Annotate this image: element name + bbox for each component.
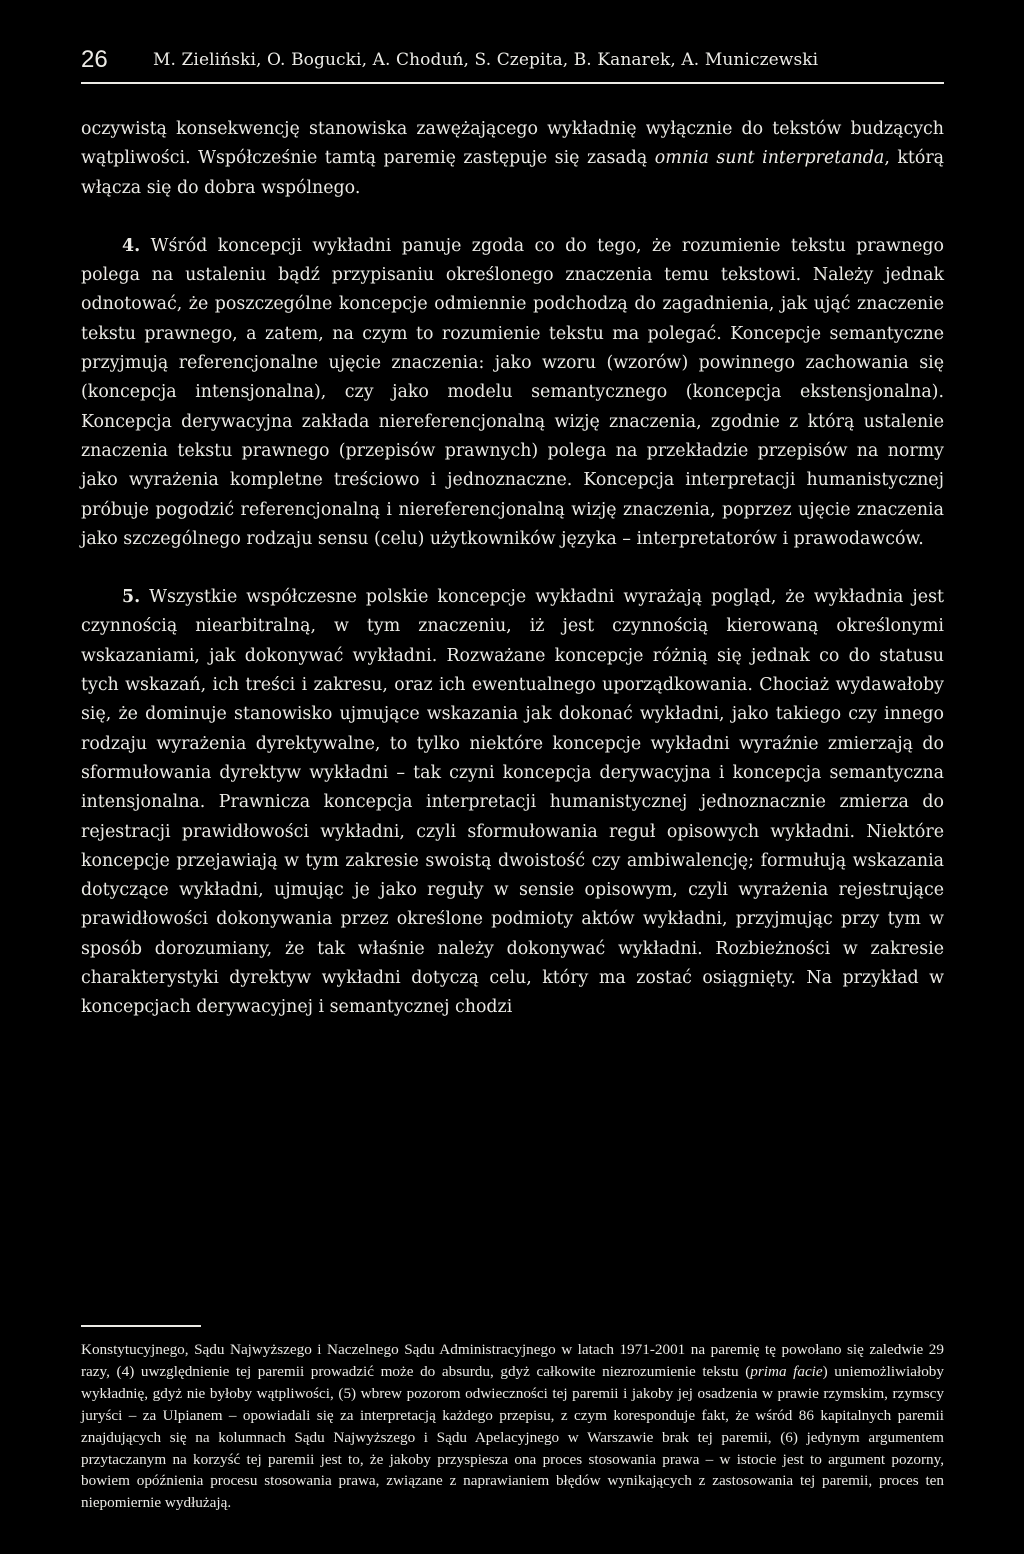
running-head: M. Zieliński, O. Bogucki, A. Choduń, S. Czepita, B. Kanarek, A. Municzewski	[153, 50, 819, 70]
footnote-text	[81, 1339, 944, 1514]
document-page	[81, 0, 944, 1554]
body-text	[81, 115, 944, 1023]
footnote-text-end: ) uniemożliwiałoby wykładnię, gdyż nie byłoby wątpliwości, (5) wbrew pozorom odwieczności tej paremii i jakoby jej osadzenia w prawie rzymskim, rzymscy juryści – za Ulpianem – opowiadali się za interpretacją każdego przepisu, z czym koresponduje fakt, że wśród 86 kapitalnych paremii znajdujących się na kolumnach Sądu Najwyższego i Sądu Apelacyjnego w Warszawie brak tej paremii, (6) jedynym argumentem przytaczanym na korzyść tej paremii jest to, że jakoby przyspiesza ona proces stosowania prawa – w istocie jest to argument pozorny, bowiem opóźnienia procesu stosowania prawa, związane z naprawianiem błędów wynikających z zastosowania tej paremii, proces ten niepomiernie wydłużają.	[81, 1362, 944, 1512]
paragraph-text: oczywistą konsekwencję stanowiska zawężającego wykładnię wyłącznie do tekstów budzących wątpliwości. Współcześnie tamtą paremię zastępuje się zasadą	[81, 119, 944, 169]
paragraph-5	[81, 583, 944, 1022]
paragraph-text: Wszystkie współczesne polskie koncepcje wykładni wyrażają pogląd, że wykładnia jest czynnością niearbitralną, w tym znaczeniu, iż jest czynnością kierowaną określonymi wskazaniami, jak dokonywać wykładni. Rozważane koncepcje różnią się jednak co do statusu tych wskazań, ich treści i zakresu, oraz ich ewentualnego uporządkowania. Chociaż wydawałoby się, że dominuje stanowisko ujmujące wskazania jak dokonać wykładni, jako takiego czy innego rodzaju wyrażenia dyrektywalne, to tylko niektóre koncepcje wykładni wyraźnie zmierzają do sformułowania dyrektyw wykładni – tak czyni koncepcja derywacyjna i koncepcja semantyczna intensjonalna. Prawnicza koncepcja interpretacji humanistycznej jednoznacznie zmierza do rejestracji prawidłowości wykładni, czyli sformułowania reguł opisowych wykładni. Niektóre koncepcje przejawiają w tym zakresie swoistą dwoistość czy ambiwalencję; formułują wskazania dotyczące wykładni, ujmując je jako reguły w sensie opisowym, czyli wyrażenia rejestrujące prawidłowości dokonywania przez określone podmioty aktów wykładni, przyjmując przy tym w sposób dorozumiany, że tak właśnie należy dokonywać wykładni. Rozbieżności w zakresie charakterystyki dyrektyw wykładni dotyczą celu, który ma zostać osiągnięty. Na przykład w koncepcjach derywacyjnej i semantycznej chodzi	[81, 587, 944, 1018]
paragraph-number: 5.	[122, 587, 141, 608]
footnote-divider	[81, 1325, 201, 1327]
footnote-text-start: Konstytucyjnego, Sądu Najwyższego i Naczelnego Sądu Administracyjnego w latach 1971-2001 na paremię tę powołano się zaledwie 29 razy, (4) uwzględnienie tej paremii prowadzić może do absurdu, gdyż całkowite niezrozumienie tekstu (	[81, 1341, 944, 1380]
paragraph-continuation	[81, 115, 944, 203]
page-number: 26	[81, 46, 108, 73]
latin-phrase: omnia sunt interpretanda	[654, 148, 885, 169]
paragraph-number: 4.	[122, 235, 141, 256]
paragraph-text: Wśród koncepcji wykładni panuje zgoda co do tego, że rozumienie tekstu prawnego polega na ustaleniu bądź przypisaniu określonego znaczenia temu tekstowi. Należy jednak odnotować, że poszczególne koncepcje odmiennie podchodzą do zagadnienia, jak ująć znaczenie tekstu prawnego, a zatem, na czym to rozumienie tekstu ma polegać. Koncepcje semantyczne przyjmują referencjonalne ujęcie znaczenia: jako wzoru (wzorów) powinnego zachowania się (koncepcja intensjonalna), czy jako modelu semantycznego (koncepcja ekstensjonalna). Koncepcja derywacyjna zakłada niereferencjonalną wizję znaczenia, zgodnie z którą ustalenie znaczenia tekstu prawnego (przepisów prawnych) polega na przekładzie przepisów na normy jako wyrażenia kompletne treściowo i jednoznaczne. Koncepcja interpretacji humanistycznej próbuje pogodzić referencjonalną i niereferencjonalną wizję znaczenia, poprzez ujęcie znaczenia jako szczególnego rodzaju sensu (celu) użytkowników języka – interpretatorów i prawodawców.	[81, 235, 944, 549]
footnote-latin-phrase: prima facie	[750, 1362, 823, 1380]
paragraph-4	[81, 232, 944, 554]
footnote-section	[81, 1339, 944, 1514]
page-header	[81, 46, 944, 84]
paragraph-text-end: , którą włącza się do dobra wspólnego.	[81, 148, 945, 198]
